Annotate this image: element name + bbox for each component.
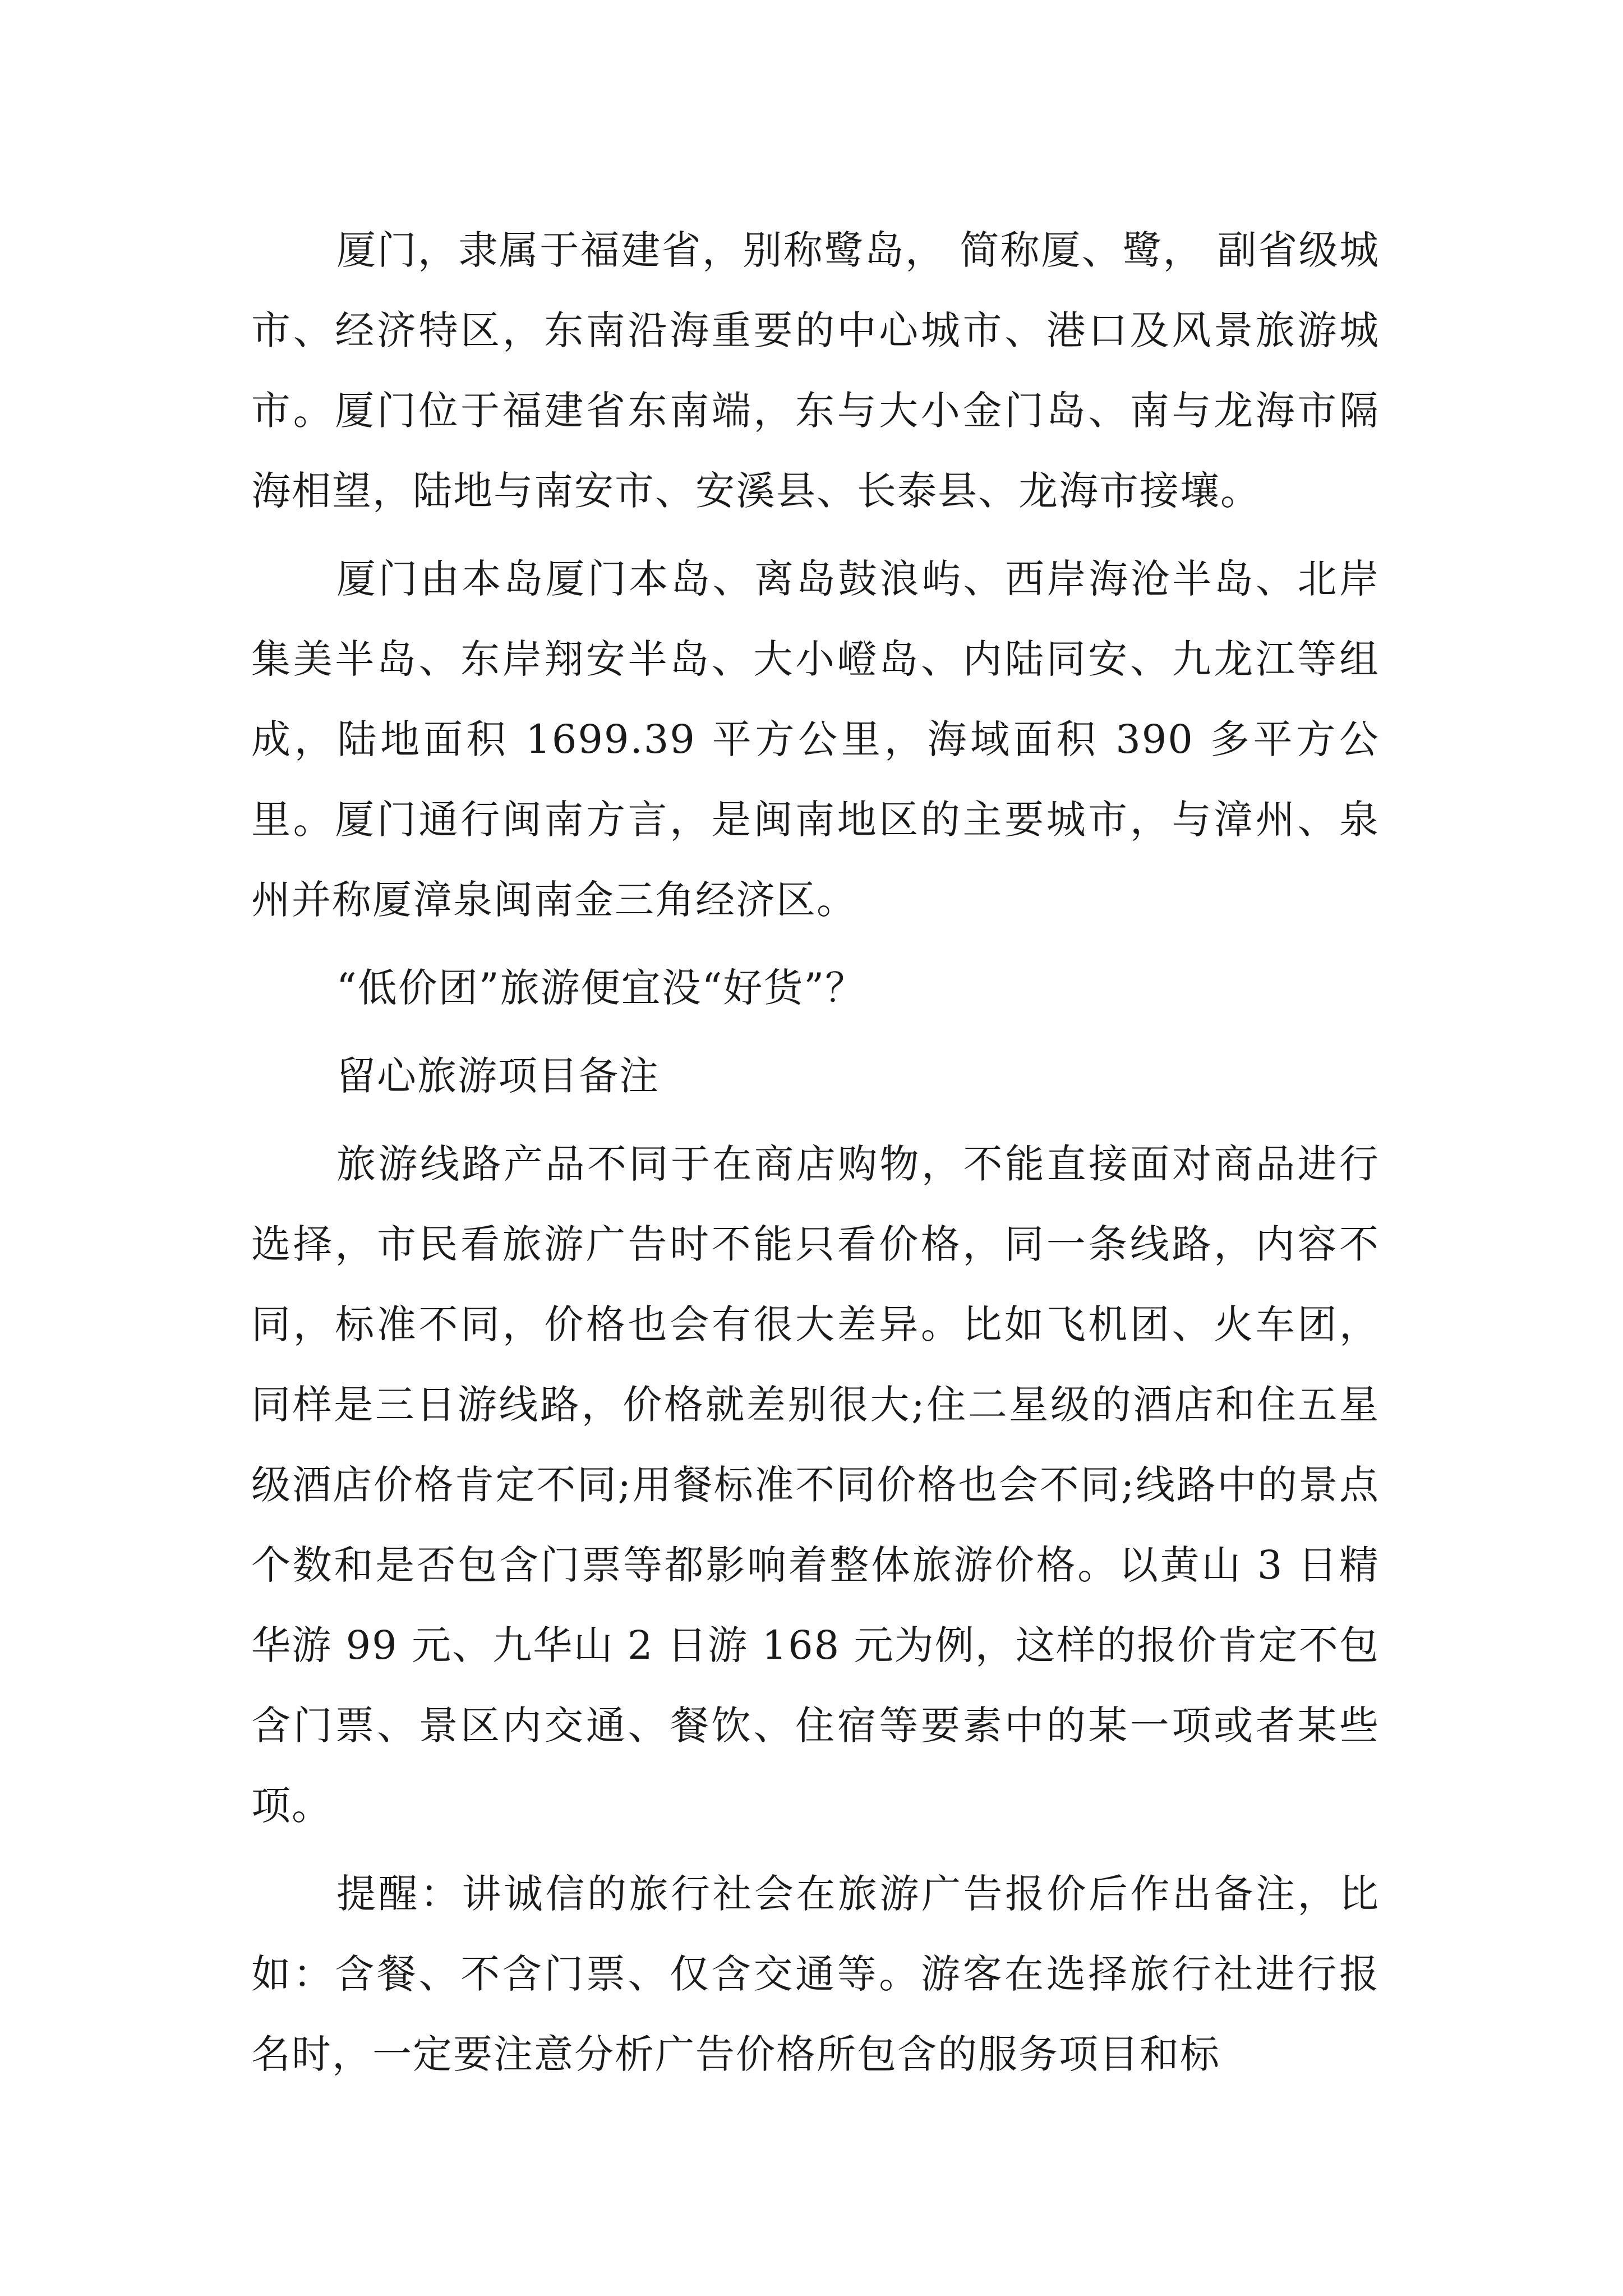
paragraph-reminder: 提醒：讲诚信的旅行社会在旅游广告报价后作出备注，比如：含餐、不含门票、仅含交通等。游客在选择旅行社进行报名时，一定要注意分析广告价格所包含的服务项目和标: [251, 1871, 1380, 2077]
paragraph-tour-pricing: 旅游线路产品不同于在商店购物，不能直接面对商品进行选择，市民看旅游广告时不能只看价格，同一条线路，内容不同，标准不同，价格也会有很大差异。比如飞机团、火车团，同样是三日游线路，价格就差别很大;住二星级的酒店和住五星级酒店价格肯定不同;用餐标准不同价格也会不同;线路中的景点个数和是否包含门票等都影响着整体旅游价格。以黄山 3 日精华游 99 元、九华山 2 日游 168 元为例，这样的报价肯定不包含门票、景区内交通、餐饮、住宿等要素中的某一项或者某些项。: [251, 1141, 1380, 1829]
heading-tour-item-notes: 留心旅游项目备注: [336, 1053, 660, 1099]
heading-low-price-tour: “低价团”旅游便宜没“好货”？: [336, 965, 866, 1011]
paragraph-xiamen-geography: 厦门由本岛厦门本岛、离岛鼓浪屿、西岸海沧半岛、北岸集美半岛、东岸翔安半岛、大小嶝岛、内陆同安、九龙江等组成，陆地面积 1699.39 平方公里，海域面积 390 多平方公里。厦门通行闽南方言，是闽南地区的主要城市，与漳州、泉州并称厦漳泉闽南金三角经济区。: [251, 556, 1380, 923]
document-body: [251, 210, 1380, 2095]
paragraph-xiamen-overview: 厦门，隶属于福建省，别称鹭岛， 简称厦、鹭， 副省级城市、经济特区，东南沿海重要的中心城市、港口及风景旅游城市。厦门位于福建省东南端，东与大小金门岛、南与龙海市隔海相望，陆地与南安市、安溪县、长泰县、龙海市接壤。: [251, 227, 1380, 514]
